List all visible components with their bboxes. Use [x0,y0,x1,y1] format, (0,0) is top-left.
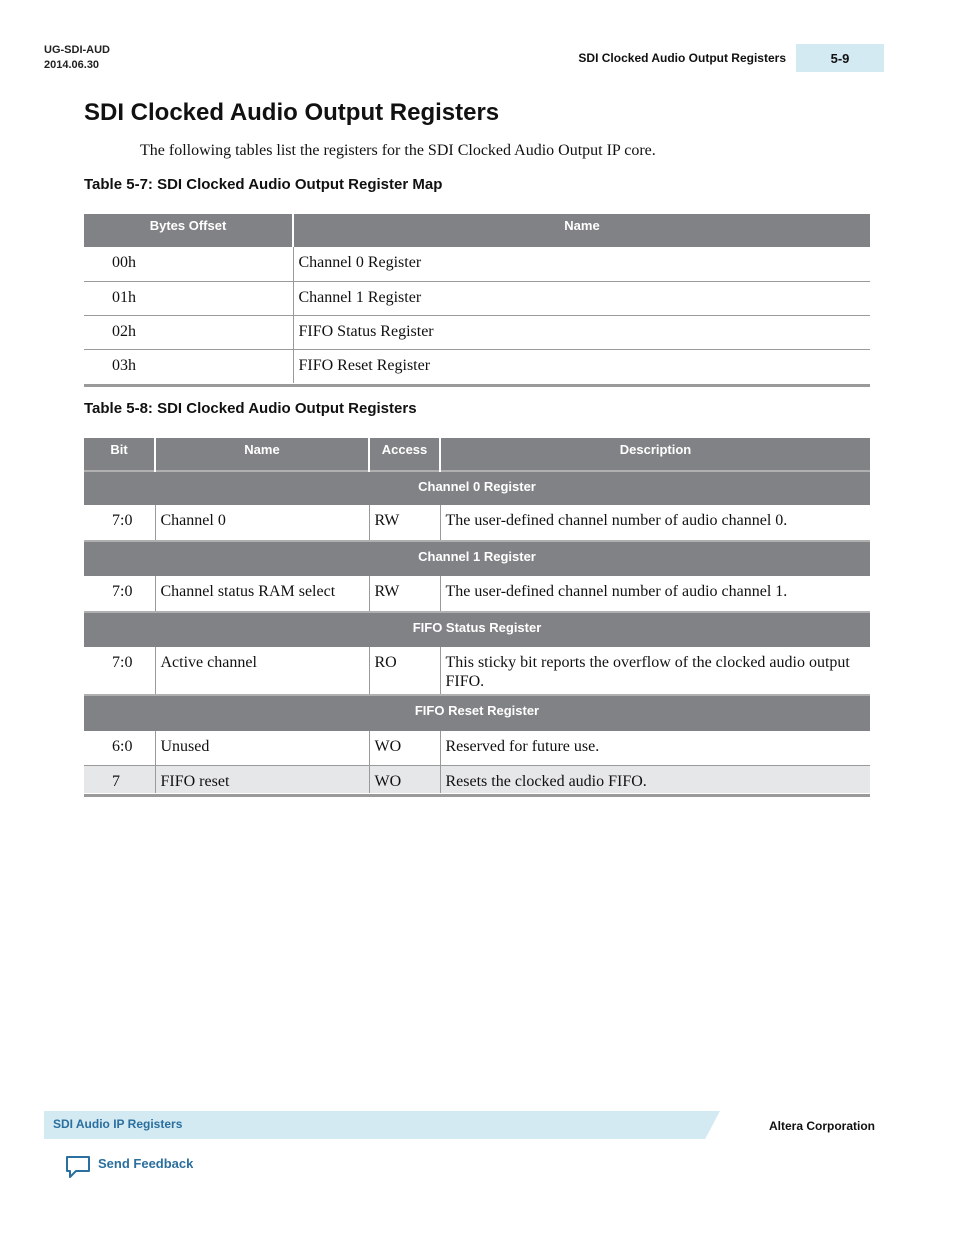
name-cell: FIFO reset [155,765,369,793]
bit-cell: 7:0 [84,647,155,695]
description-cell: The user-defined channel number of audio channel 1. [440,576,870,612]
bit-cell: 7:0 [84,576,155,612]
table-row [84,505,870,541]
description-cell: Resets the clocked audio FIFO. [440,765,870,793]
page-number-tab [796,44,884,72]
intro-paragraph: The following tables list the registers for the SDI Clocked Audio Output IP core. [140,142,656,159]
name-cell: Channel 0 Register [293,247,870,281]
access-cell: WO [369,765,440,793]
section-row-channel-0 [84,471,870,505]
column-header-name: Name [293,214,870,247]
name-cell: Channel 1 Register [293,281,870,315]
table1-caption: Table 5-7: SDI Clocked Audio Output Register Map [84,176,443,193]
table-row [84,731,870,765]
description-cell: This sticky bit reports the overflow of the clocked audio output FIFO. [440,647,870,695]
offset-cell: 00h [84,247,293,281]
table-header-row [84,438,870,471]
table-row [84,349,870,383]
section-row-fifo-reset [84,695,870,731]
access-cell: WO [369,731,440,765]
doc-date: 2014.06.30 [44,59,100,71]
table1-bottom-rule [84,384,870,387]
column-header-name: Name [155,438,369,471]
name-cell: FIFO Status Register [293,315,870,349]
running-header-title: SDI Clocked Audio Output Registers [578,51,786,65]
table-header-row [84,214,870,247]
table-row [84,315,870,349]
section-row-channel-1 [84,541,870,576]
offset-cell: 02h [84,315,293,349]
offset-cell: 03h [112,356,136,374]
name-cell: Channel status RAM select [155,576,369,612]
name-cell: FIFO Reset Register [293,349,870,383]
column-header-access: Access [369,438,440,471]
table-row [84,765,870,793]
description-cell: The user-defined channel number of audio channel 0. [440,505,870,541]
section-title: Channel 0 Register [84,471,870,505]
column-header-bytes-offset: Bytes Offset [84,214,293,247]
access-cell: RW [369,576,440,612]
registers-table [84,438,870,793]
footer-company: Altera Corporation [768,1119,875,1133]
bit-cell: 7 [84,765,155,793]
access-cell: RO [369,647,440,695]
section-row-fifo-status [84,612,870,647]
document-id [44,43,110,73]
page-title: SDI Clocked Audio Output Registers [84,99,500,126]
page-number: 5-9 [830,50,850,66]
column-header-description: Description [440,438,870,471]
bit-cell: 7:0 [84,505,155,541]
table-row [84,576,870,612]
section-title: Channel 1 Register [84,541,870,576]
section-title: FIFO Status Register [84,612,870,647]
send-feedback-link[interactable]: Send Feedback [98,1156,194,1171]
register-map-table [84,214,870,383]
name-cell: Active channel [155,647,369,695]
name-cell: Unused [155,731,369,765]
table-row [84,647,870,695]
table2-caption: Table 5-8: SDI Clocked Audio Output Registers [84,400,417,417]
column-header-bit: Bit [84,438,155,471]
access-cell: RW [369,505,440,541]
offset-cell: 01h [84,281,293,315]
section-title: FIFO Reset Register [84,695,870,731]
bit-cell: 6:0 [84,731,155,765]
description-cell: Reserved for future use. [440,731,870,765]
table-row [84,247,870,281]
doc-code: UG-SDI-AUD [44,44,110,56]
footer-section-link[interactable]: SDI Audio IP Registers [53,1117,183,1131]
table-row [84,281,870,315]
table2-bottom-rule [84,794,870,797]
speech-bubble-icon[interactable] [65,1155,91,1179]
name-cell: Channel 0 [155,505,369,541]
